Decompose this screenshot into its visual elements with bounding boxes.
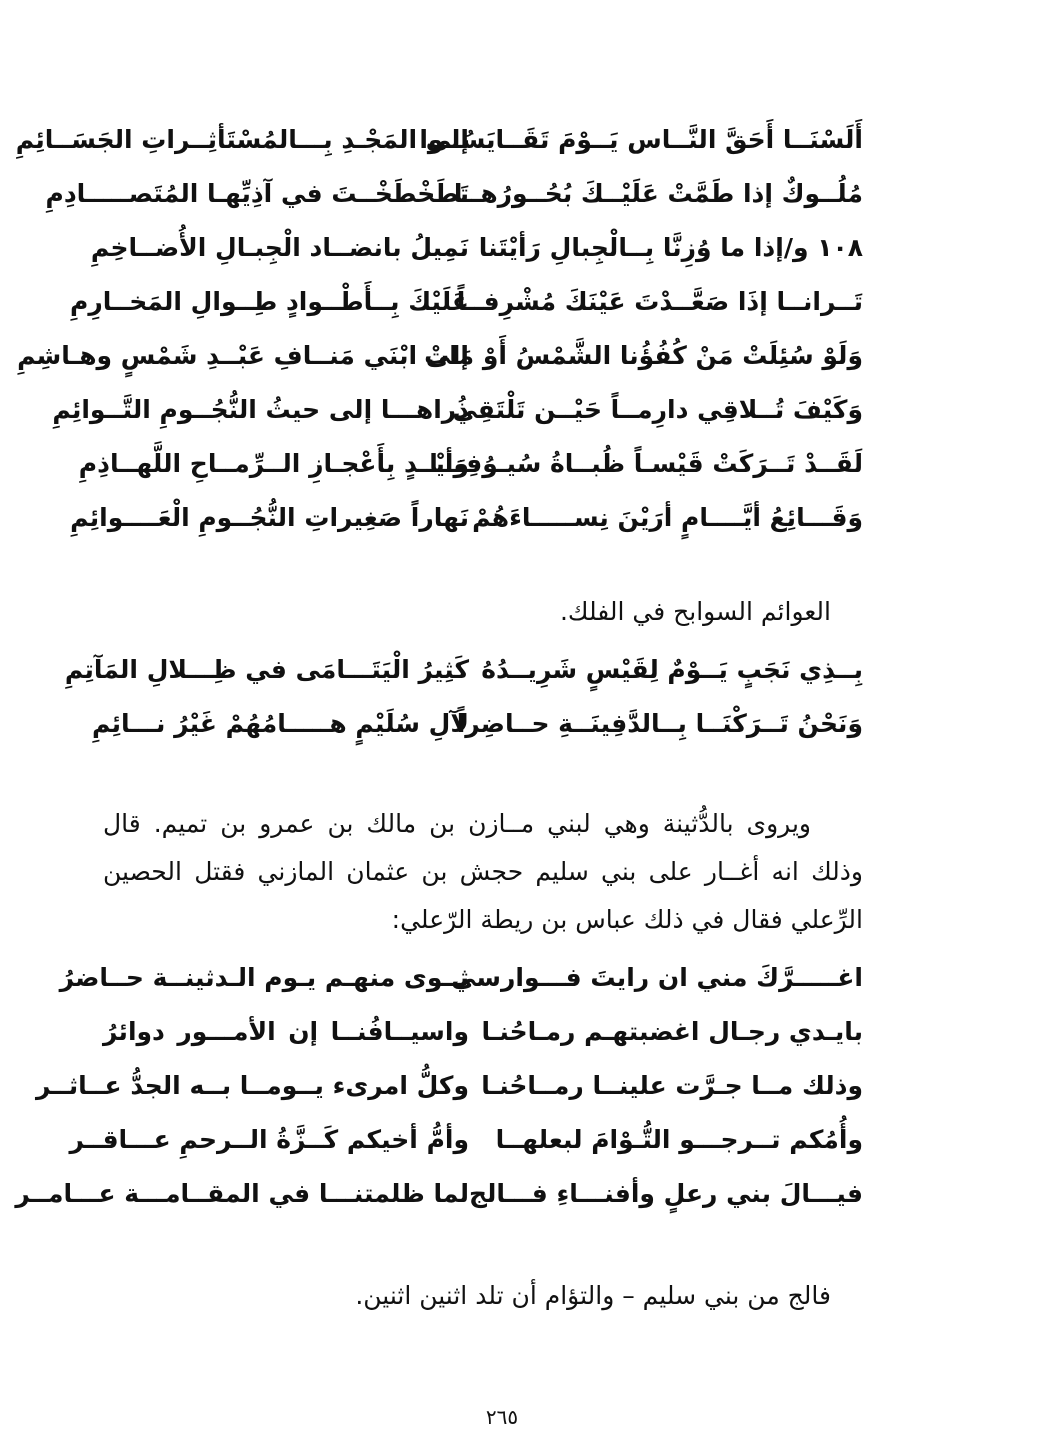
verse-line xyxy=(103,1004,863,1058)
verse-first-hemistich: وأُمُكم تــرجـــو التُّـوْامَ لبعلهــا xyxy=(495,1124,863,1154)
verse-first-hemistich: بِــذِي نَجَبٍ يَــوْمٌ لِقَيْسٍ شَرِيــدُهُ xyxy=(481,654,863,684)
verse-first-hemistich: وذلك مــا جـرَّت علينــا رمــاحُنـا xyxy=(481,1070,863,1100)
prose-paragraph: ويروى بالدُّثينة وهي لبني مــازن بن مالك بن عمرو بن تميم. قال وذلك انه أغــار على بني سليم حجش بن عثمان المازني فقتل الحصين الرِّعلي فقال في ذلك عباس بن ريطة الرّعلي: xyxy=(103,809,863,934)
page-number: ٢٦٥ xyxy=(485,1405,519,1429)
verse-first-hemistich: ١٠٨ و/إذا ما وُزِنَّا بِــالْجِبالِ رَأيْتَنا xyxy=(478,232,863,262)
verse-second-hemistich: نَمِيلُ بانضــاد الْجِبـالِ الأُضــاخِمِ xyxy=(90,232,469,262)
verse-line xyxy=(92,696,863,750)
verse-second-hemistich: إلى ابْنَي مَنــافِ عَبْــدِ شَمْسٍ وهـاشِمِ xyxy=(17,340,469,370)
verse-line xyxy=(52,382,863,436)
verse-first-hemistich: بايـدي رجـال اغضبتهـم رمـاحُنـا xyxy=(481,1016,863,1046)
verse-first-hemistich: وَلَوْ سُئِلَتْ مَنْ كُفُؤُنا الشَّمْسُ أَوْ مَاتْ xyxy=(424,340,863,370)
verse-second-hemistich: ذُراهـــا إلى حيثُ النُّجُــومِ التَّــوائِمِ xyxy=(52,394,469,424)
verse-first-hemistich: اغـــــرَّكَ مني ان رايتَ فـــوارسي xyxy=(451,962,863,992)
verse-line xyxy=(64,642,863,696)
verse-first-hemistich: فيـــالَ بني رعلٍ وأفنـــاءِ فـــالج xyxy=(468,1178,863,1208)
footnote-awaim: العوائم السوابح في الفلك. xyxy=(559,597,831,626)
verse-second-hemistich: واسيــافُنــا إن الأمـــور دوائرُ xyxy=(103,1016,469,1046)
verse-line xyxy=(45,166,863,220)
verse-second-hemistich: لما ظلمتنـــا في المقــامـــة عـــامــر xyxy=(15,1178,469,1208)
verse-line xyxy=(90,220,863,274)
verse-first-hemistich: وَقَـــائِعُ أيَّــــامٍ أرَيْنَ نِســـــاءَهُمْ xyxy=(472,502,863,532)
verse-line xyxy=(36,1058,863,1112)
verse-line xyxy=(78,436,863,490)
verse-first-hemistich: لَقَــدْ تَــرَكَتْ قَيْسـاً ظُبــاةُ سُيـوُفِنــا xyxy=(429,448,863,478)
footnote-falij: فالج من بني سليم – والتؤام أن تلد اثنين اثنين. xyxy=(355,1281,831,1310)
verse-second-hemistich: إلى المَجْـدِ بِـــالمُسْتَأثِــراتِ الجَسَــائِمِ xyxy=(15,124,469,154)
poem-block-top xyxy=(15,112,863,544)
verse-second-hemistich: عَلَيْكَ بِــأَطْــوادٍ طِــوالِ المَخــارِمِ xyxy=(70,286,469,316)
verse-second-hemistich: نَهاراً صَغِيراتِ النُّجُــومِ الْعَــــوائِمِ xyxy=(70,502,469,532)
verse-second-hemistich: ثــوى منهـم يـوم الـدثينــة حــاضرُ xyxy=(59,962,469,992)
verse-first-hemistich: تَــرانــا إذَا صَعَّــدْتَ عَيْنَكَ مُشْرِفــاً xyxy=(456,286,863,316)
verse-line xyxy=(70,274,863,328)
verse-second-hemistich: لآلِ سُلَيْمٍ هـــــامُهُمْ غَيْرُ نـــائِمِ xyxy=(92,708,469,738)
verse-line xyxy=(15,1166,863,1220)
verse-second-hemistich: وَأيْــدٍ بِأَعْجـازِ الــرِّمــاحِ اللَّهــاذِمِ xyxy=(78,448,469,478)
verse-line xyxy=(70,490,863,544)
verse-line xyxy=(17,328,863,382)
verse-second-hemistich: كَثِيرُ الْيَتَـــامَى في ظِـــلالِ المَآتِمِ xyxy=(64,654,469,684)
verse-second-hemistich: وأمُّ أخيكم كَــزَّةُ الــرحمِ عـــاقــر xyxy=(69,1124,469,1154)
poem-block-bottom xyxy=(15,950,863,1220)
poem-block-middle xyxy=(64,642,863,750)
verse-first-hemistich: أَلَسْنَــا أَحَقَّ النَّــاس يَــوْمَ تَقَــايَسُــوا xyxy=(419,124,863,154)
verse-first-hemistich: وَنَحْنُ تَــرَكْنَــا بِــالدَّفِينَــةِ حــاضِراً xyxy=(456,708,863,738)
verse-first-hemistich: مُلُــوكٌ إذا طَمَّتْ عَلَيْــكَ بُحُــورُهــا xyxy=(453,178,863,208)
verse-line xyxy=(69,1112,863,1166)
verse-second-hemistich: تَطَخْطَخْــتَ في آذِيِّهـا المُتَصـــــادِمِ xyxy=(45,178,469,208)
verse-second-hemistich: وكلُّ امرىء يــومــا بــه الجدُّ عــاثــر xyxy=(36,1070,469,1100)
verse-line xyxy=(59,950,863,1004)
verse-line xyxy=(15,112,863,166)
verse-first-hemistich: وَكَيْفَ تُــلاقِي دارِمــاً حَيْــن تَلْتَقِي xyxy=(452,394,863,424)
